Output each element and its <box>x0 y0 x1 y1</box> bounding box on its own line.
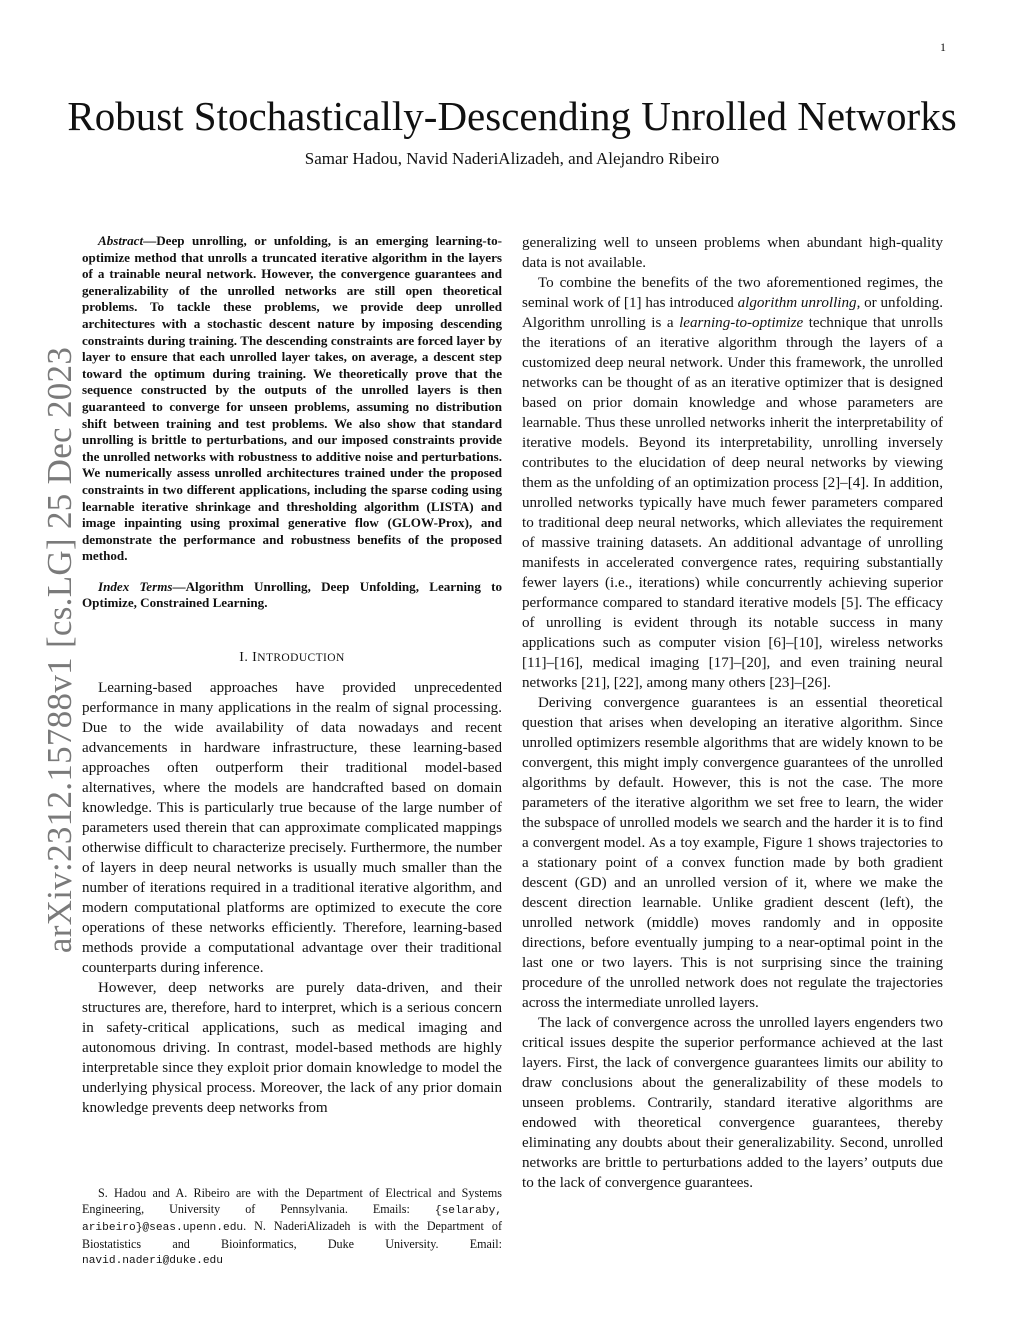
page-number: 1 <box>940 40 946 54</box>
index-terms-text: —Algorithm Unrolling, Deep Unfolding, Learning to Optimize, Constrained Learning. <box>82 578 503 611</box>
footnote-text: . N. NaderiAlizadeh is with the Department of Biostatistics and Bioinformatics, Duke University. Email: <box>82 1219 502 1251</box>
body-paragraph: Deriving convergence guarantees is an essential theoretical question that arises when developing an iterative algorithm. Since unrolled optimizers resemble algorithms that are widely known to be convergent, this might imply convergence guarantees of the unrolled algorithms by default. However, this is not the case. The more parameters of the iterative algorithm we set free to learn, the wider the subspace of unrolled models we search and the harder it is to find a convergent model. As a toy example, Figure 1 shows trajectories to a stationary point of a convex function made by both gradient descent (GD) and an unrolled version of it, where we make the descent direction learnable. Unlike gradient descent (left), the unrolled network (middle) moves randomly and in opposite directions, before eventually jumping to a near-optimal point in the last one or two layers. This is not surprising since the training procedure of the unrolled network does not regulate the trajectories across the intermediate unrolled layers. <box>522 695 943 1011</box>
text-run: , or unfolding. Algorithm unrolling is a <box>522 295 943 331</box>
section-heading-introduction <box>82 648 502 668</box>
arxiv-identifier-stamp[interactable]: arXiv:2312.15788v1 [cs.LG] 25 Dec 2023 <box>40 346 79 954</box>
left-column <box>82 233 502 1118</box>
paper-title: Robust Stochastically-Descending Unrolled Networks <box>67 93 957 139</box>
text-run: technique that unrolls the iterations of an iterative algorithm through the layers of a customized deep neural network. Under this framework, the unrolled networks can be thought of as an iterative optimizer that is designed based on prior domain knowledge and whose parameters are learnable. Thus these unrolled networks inherit the interpretability of iterative models. Beyond its interpretability, unrolling inversely contributes to the elucidation of deep neural networks by viewing them as the unfolding of an optimization process [2]–[4]. In addition, unrolled networks typically have much fewer parameters compared to traditional deep neural networks, which alleviates the requirement of massive training datasets. An additional advantage of unrolling manifests in accelerated convergence rates, requiring substantially fewer layers (i.e., iterations) while concurrently achieving superior performance compared to standard iterative models [5]. The efficacy of unrolling is evident through its notable success in many applications such as computer vision [6]–[10], wireless networks [11]–[16], medical imaging [17]–[20], and even training neural networks [21], [22], among many others [23]–[26]. <box>522 315 943 691</box>
text-run: To combine the benefits of the two aforementioned regimes, the seminal work of [1] has introduced <box>522 275 943 311</box>
body-paragraph: The lack of convergence across the unrolled layers engenders two critical issues despite the superior performance achieved at the last layers. First, the lack of convergence guarantees limits our ability to draw conclusions about the generalizability of these models to unseen problems. Contrarily, standard iterative algorithms are endowed with theoretical convergence guarantees, thereby eliminating any doubts about their generalizability. Second, unrolled networks are brittle to perturbations added to the layers’ outputs due to the lack of convergence guarantees. <box>522 1015 943 1191</box>
section-numeral: I. <box>239 650 249 666</box>
abstract <box>82 233 502 565</box>
email-link[interactable]: {selaraby, aribeiro}@seas.upenn.edu <box>82 1204 502 1234</box>
emphasis-text: learning-to-optimize <box>679 315 804 331</box>
index-terms <box>82 579 502 612</box>
index-terms-label: Index Terms <box>98 578 173 594</box>
abstract-text: —Deep unrolling, or unfolding, is an emerging learning-to-optimize method that unrolls a truncated iterative algorithm in the layers of a trainable neural network. However, the convergence guarantees and generalizability of the unrolled networks are still open theoretical problems. To tackle these problems, we provide deep unrolled architectures with a stochastic descent nature by imposing descending constraints during training. The descending constraints are forced layer by layer to ensure that each unrolled layer takes, on average, a descent step toward the optimum during training. We theoretically prove that the sequence constructed by the outputs of the unrolled layers is then guaranteed to converge for unseen problems, assuming no distribution shift between training and test problems. We also show that standard unrolling is brittle to perturbations, and our imposed constraints provide the unrolled networks with robustness to additive noise and perturbations. We numerically assess unrolled architectures trained under the proposed constraints in two different applications, including the sparse coding using learnable iterative shrinkage and thresholding algorithm (LISTA) and image inpainting using proximal generative flow (GLOW-Prox), and demonstrate the performance and robustness benefits of the proposed method. <box>82 233 502 564</box>
right-column <box>522 233 943 1193</box>
email-link[interactable]: navid.naderi@duke.edu <box>82 1255 223 1267</box>
section-rest: NTRODUCTION <box>257 652 345 665</box>
intro-paragraph: Learning-based approaches have provided unprecedented performance in many applications in the realm of signal processing. Due to the wide availability of data nowadays and recent advancements in hardware infrastructure, these learning-based approaches often outperform their traditional model-based alternatives, where the models are handcrafted based on domain knowledge. This is particularly true because of the large number of parameters used therein that can approximate complicated mappings otherwise difficult to characterize precisely. Furthermore, the number of layers in deep neural networks is usually much smaller than the number of iterations required in a traditional iterative algorithm, and modern computational platforms are optimized to execute the core operations of these networks efficiently. Therefore, learning-based methods provide a computational advantage over their traditional counterparts during inference. <box>82 680 502 977</box>
intro-paragraph: However, deep networks are purely data-driven, and their structures are, therefore, hard to interpret, which is a serious concern in safety-critical applications, such as medical imaging and autonomous driving. In contrast, model-based methods are highly interpretable since they exploit prior domain knowledge to model the underlying physical process. Moreover, the lack of any prior domain knowledge prevents deep networks from <box>82 980 502 1117</box>
body-paragraph <box>522 273 943 693</box>
emphasis-text: algorithm unrolling <box>737 295 857 311</box>
body-paragraph: generalizing well to unseen problems when abundant high-quality data is not available. <box>522 235 943 271</box>
section-initial: I <box>252 650 258 666</box>
footnote-text: S. Hadou and A. Ribeiro are with the Department of Electrical and Systems Engineering, University of Pennsylvania. Emails: <box>82 1186 502 1216</box>
author-list: Samar Hadou, Navid NaderiAlizadeh, and Alejandro Ribeiro <box>304 149 720 168</box>
author-affiliation-footnote <box>82 1186 502 1270</box>
abstract-label: Abstract <box>98 233 144 248</box>
